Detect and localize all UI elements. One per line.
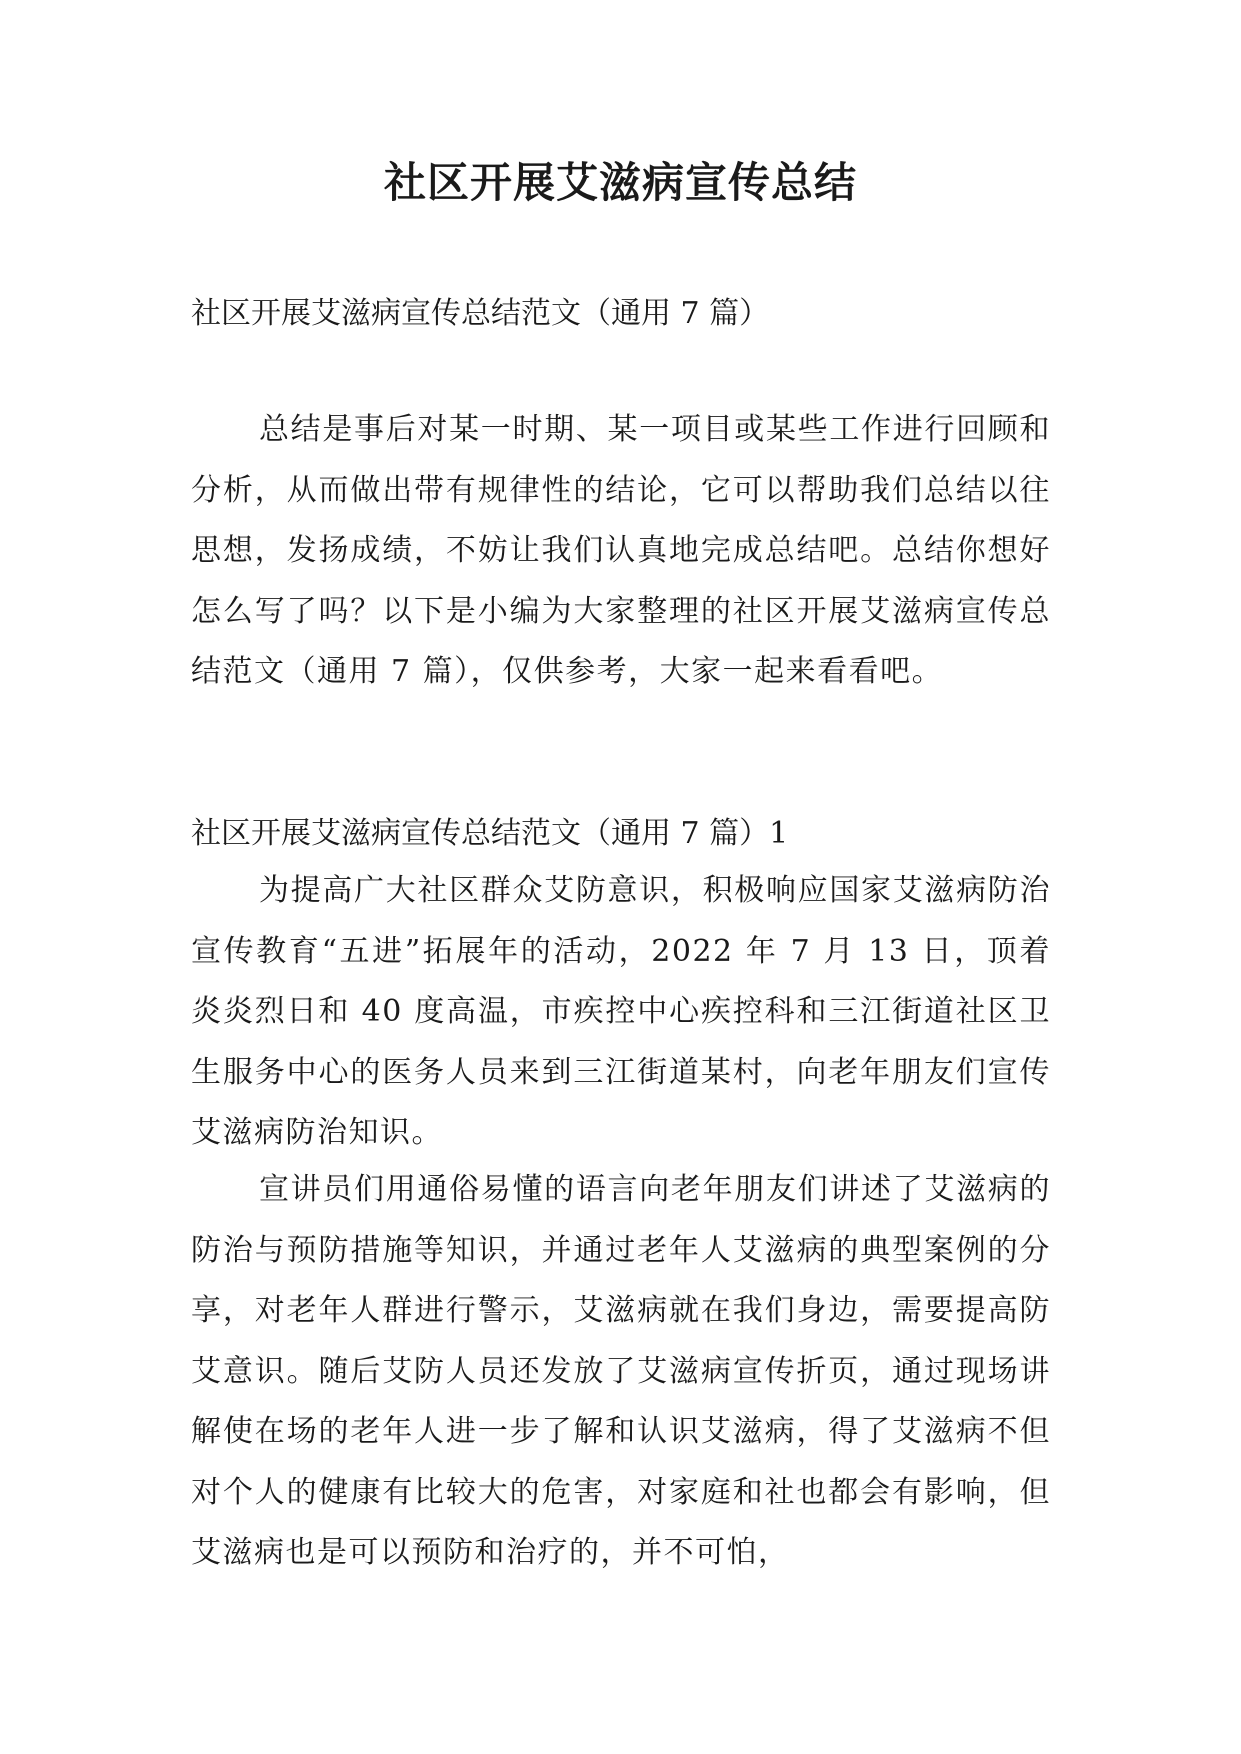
intro-paragraph: 总结是事后对某一时期、某一项目或某些工作进行回顾和分析，从而做出带有规律性的结论，它可以帮助我们总结以往思想，发扬成绩，不妨让我们认真地完成总结吧。总结你想好怎么写了吗？以下是小编为大家整理的社区开展艾滋病宣传总结范文（通用 7 篇），仅供参考，大家一起来看看吧。: [191, 412, 1051, 689]
document-subtitle: 社区开展艾滋病宣传总结范文（通用 7 篇）: [191, 296, 770, 331]
page-title: 社区开展艾滋病宣传总结: [383, 158, 857, 207]
section-heading: 社区开展艾滋病宣传总结范文（通用 7 篇）1: [191, 816, 789, 851]
body-paragraph-2: 宣讲员们用通俗易懂的语言向老年朋友们讲述了艾滋病的防治与预防措施等知识，并通过老年人艾滋病的典型案例的分享，对老年人群进行警示，艾滋病就在我们身边，需要提高防艾意识。随后艾防人员还发放了艾滋病宣传折页，通过现场讲解使在场的老年人进一步了解和认识艾滋病，得了艾滋病不但对个人的健康有比较大的危害，对家庭和社也都会有影响，但艾滋病也是可以预防和治疗的，并不可怕，: [191, 1172, 1051, 1570]
body-paragraph-1: 为提高广大社区群众艾防意识，积极响应国家艾滋病防治宣传教育“五进”拓展年的活动，2022 年 7 月 13 日，顶着炎炎烈日和 40 度高温，市疾控中心疾控科和三江街道社区卫生服务中心的医务人员来到三江街道某村，向老年朋友们宣传艾滋病防治知识。: [191, 873, 1051, 1150]
